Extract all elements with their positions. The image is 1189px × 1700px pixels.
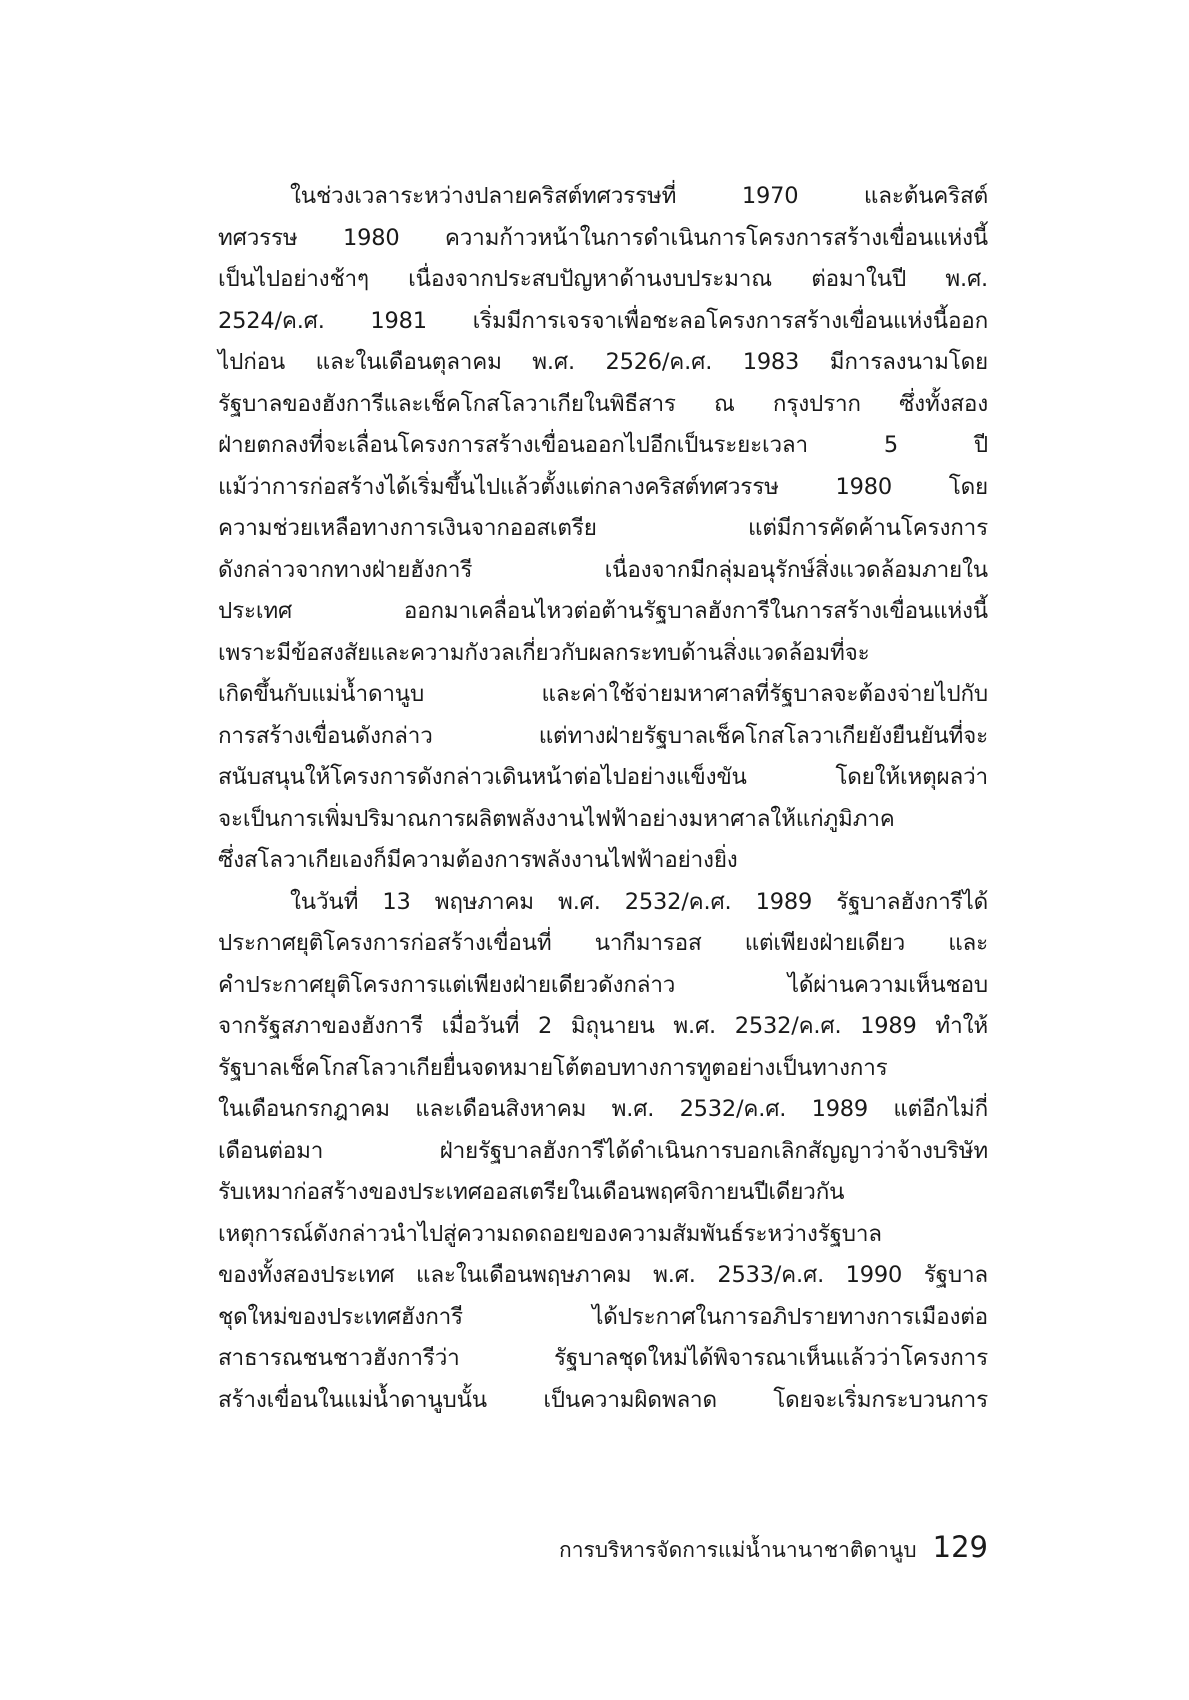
running-title: การบริหารจัดการแม่น้ำนานาชาติดานูบ: [558, 1538, 917, 1562]
text-line: จากรัฐสภาของฮังการี เมื่อวันที่ 2 มิถุนายน พ.ศ. 2532/ค.ศ. 1989 ทำให้: [218, 1013, 988, 1039]
text-line: เดือนต่อมา ฝ่ายรัฐบาลฮังการีได้ดำเนินการบอกเลิกสัญญาว่าจ้างบริษัท: [218, 1137, 988, 1164]
text-line: ดังกล่าวจากทางฝ่ายฮังการี เนื่องจากมีกลุ่มอนุรักษ์สิ่งแวดล้อมภายใน: [218, 556, 988, 583]
text-line: ความช่วยเหลือทางการเงินจากออสเตรีย แต่มีการคัดค้านโครงการ: [218, 515, 988, 541]
text-line: ทศวรรษ 1980 ความก้าวหน้าในการดำเนินการโครงการสร้างเขื่อนแห่งนี้: [218, 224, 988, 251]
body-text: [218, 176, 988, 1421]
text-line: เพราะมีข้อสงสัยและความกังวลเกี่ยวกับผลกระทบด้านสิ่งแวดล้อมที่จะ: [218, 639, 870, 666]
text-line: คำประกาศยุติโครงการแต่เพียงฝ่ายเดียวดังกล่าว ได้ผ่านความเห็นชอบ: [218, 971, 988, 998]
text-line: ในวันที่ 13 พฤษภาคม พ.ศ. 2532/ค.ศ. 1989 รัฐบาลฮังการีได้: [290, 888, 988, 915]
text-line: ในเดือนกรกฎาคม และเดือนสิงหาคม พ.ศ. 2532/ค.ศ. 1989 แต่อีกไม่กี่: [218, 1096, 988, 1122]
text-line: ประกาศยุติโครงการก่อสร้างเขื่อนที่ นากีมารอส แต่เพียงฝ่ายเดียว และ: [218, 930, 988, 956]
text-line: รัฐบาลของฮังการีและเช็คโกสโลวาเกียในพิธีสาร ณ กรุงปราก ซึ่งทั้งสอง: [218, 390, 988, 417]
text-line: ชุดใหม่ของประเทศฮังการี ได้ประกาศในการอภิปรายทางการเมืองต่อ: [218, 1303, 988, 1330]
text-line: ของทั้งสองประเทศ และในเดือนพฤษภาคม พ.ศ. 2533/ค.ศ. 1990 รัฐบาล: [218, 1262, 988, 1288]
text-line: ไปก่อน และในเดือนตุลาคม พ.ศ. 2526/ค.ศ. 1983 มีการลงนามโดย: [218, 349, 988, 375]
text-line: เกิดขึ้นกับแม่น้ำดานูบ และค่าใช้จ่ายมหาศาลที่รัฐบาลจะต้องจ่ายไปกับ: [218, 681, 988, 707]
text-line: ในช่วงเวลาระหว่างปลายคริสต์ทศวรรษที่ 1970 และต้นคริสต์: [290, 183, 988, 209]
text-line: แม้ว่าการก่อสร้างได้เริ่มขึ้นไปแล้วตั้งแต่กลางคริสต์ทศวรรษ 1980 โดย: [218, 473, 988, 500]
page-footer: [540, 1530, 988, 1570]
text-line: เป็นไปอย่างช้าๆ เนื่องจากประสบปัญหาด้านงบประมาณ ต่อมาในปี พ.ศ.: [218, 266, 988, 292]
text-line: สนับสนุนให้โครงการดังกล่าวเดินหน้าต่อไปอย่างแข็งขัน โดยให้เหตุผลว่า: [218, 764, 988, 790]
page-number: 129: [932, 1530, 988, 1564]
text-line: 2524/ค.ศ. 1981 เริ่มมีการเจรจาเพื่อชะลอโครงการสร้างเขื่อนแห่งนี้ออก: [218, 307, 988, 334]
paragraph-2: [218, 882, 988, 1422]
text-line: ฝ่ายตกลงที่จะเลื่อนโครงการสร้างเขื่อนออกไปอีกเป็นระยะเวลา 5 ปี: [218, 432, 988, 458]
text-line: เหตุการณ์ดังกล่าวนำไปสู่ความถดถอยของความสัมพันธ์ระหว่างรัฐบาล: [218, 1220, 882, 1247]
text-line: สาธารณชนชาวฮังการีว่า รัฐบาลชุดใหม่ได้พิจารณาเห็นแล้วว่าโครงการ: [218, 1345, 988, 1371]
text-line: การสร้างเขื่อนดังกล่าว แต่ทางฝ่ายรัฐบาลเช็คโกสโลวาเกียยังยืนยันที่จะ: [218, 722, 988, 749]
text-line: รับเหมาก่อสร้างของประเทศออสเตรียในเดือนพฤศจิกายนปีเดียวกัน: [218, 1179, 845, 1205]
text-line: รัฐบาลเช็คโกสโลวาเกียยื่นจดหมายโต้ตอบทางการทูตอย่างเป็นทางการ: [218, 1054, 888, 1081]
text-line: ซึ่งสโลวาเกียเองก็มีความต้องการพลังงานไฟฟ้าอย่างยิ่ง: [218, 847, 738, 873]
text-line: สร้างเขื่อนในแม่น้ำดานูบนั้น เป็นความผิดพลาด โดยจะเริ่มกระบวนการ: [218, 1386, 988, 1413]
text-line: ประเทศ ออกมาเคลื่อนไหวต่อต้านรัฐบาลฮังการีในการสร้างเขื่อนแห่งนี้: [218, 598, 988, 624]
paragraph-1: [218, 176, 988, 882]
text-line: จะเป็นการเพิ่มปริมาณการผลิตพลังงานไฟฟ้าอย่างมหาศาลให้แก่ภูมิภาค: [218, 805, 895, 832]
